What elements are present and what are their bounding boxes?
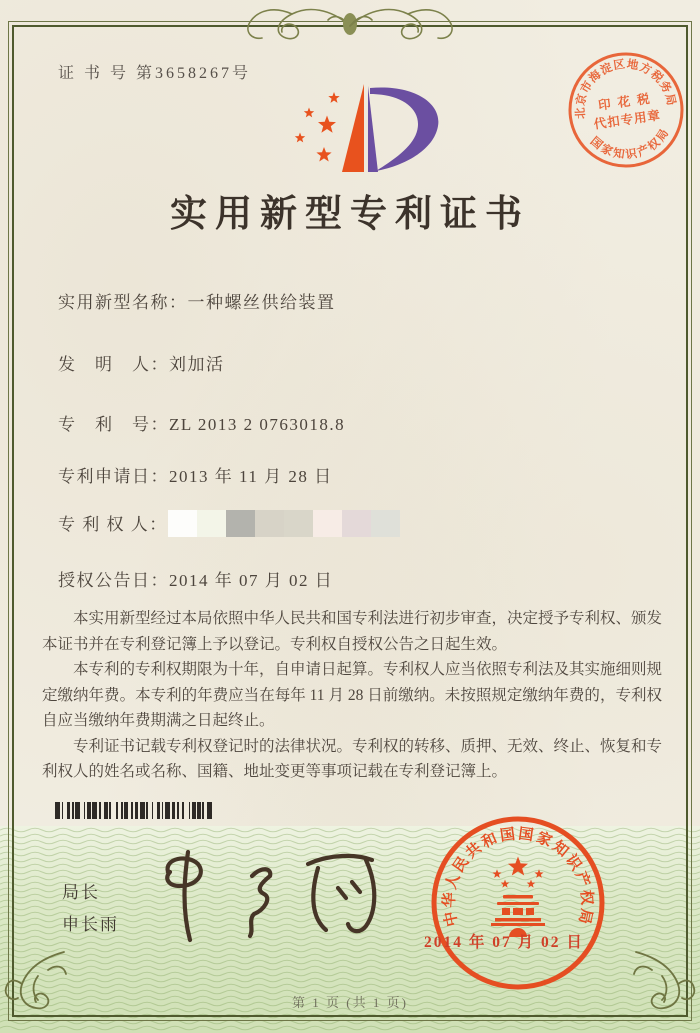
field-label: 实用新型名称： (58, 293, 188, 312)
seal-date: 2014 年 07 月 02 日 (424, 934, 584, 951)
field-label: 授权公告日： (58, 571, 169, 590)
field-row-filing-date (58, 462, 333, 487)
tax-stamp-arc-bottom: 国家知识产权局 (587, 125, 673, 162)
field-value: 2013 年 11 月 28 日 (169, 467, 333, 486)
svg-text:北京市海淀区地方税务局 (567, 50, 678, 120)
page-footer: 第 1 页 (共 1 页) (292, 995, 408, 1010)
field-label: 专 利 号： (58, 415, 169, 434)
national-emblem (491, 857, 545, 938)
paragraph-term-fees: 本专利的专利权期限为十年，自申请日起算。专利权人应当依照专利法及其实施细则规定缴纳年费。本专利的年费应当在每年 11 月 28 日前缴纳。未按照规定缴纳年费的，专利权自应当缴纳年费期满之日起终止。 (42, 661, 663, 729)
field-row-patent-number (58, 410, 345, 435)
logo-triangle (342, 84, 364, 172)
director-title: 局长 (62, 883, 100, 902)
tax-stamp-arc-top: 北京市海淀区地方税务局 (574, 58, 678, 120)
logo-star (316, 147, 331, 162)
field-value: 一种螺丝供给装置 (187, 293, 336, 312)
field-row-patentee (58, 510, 400, 537)
legal-text (42, 606, 662, 785)
director-name: 申长雨 (62, 915, 119, 934)
logo-p-bowl (370, 87, 438, 171)
field-row-grant-date (58, 566, 333, 591)
field-label: 专利申请日： (58, 467, 169, 486)
tax-stamp-line1: 印 花 税 (597, 91, 653, 113)
seal-arc-text: 中华人民共和国国家知识产权局 (441, 826, 595, 928)
cnipa-seal (425, 810, 611, 996)
logo-star (318, 116, 336, 133)
certificate-number: 证 书 号 第3658267号 (58, 65, 252, 82)
field-label: 专 利 权 人： (58, 515, 168, 534)
logo-star (328, 92, 339, 103)
paragraph-grant: 本实用新型经过本局依照中华人民共和国专利法进行初步审查，决定授予专利权、颁发本证书并在专利登记簿上予以登记。专利权自授权公告之日起生效。 (42, 610, 663, 653)
field-value: ZL 2013 2 0763018.8 (169, 415, 346, 434)
field-value: 2014 年 07 月 02 日 (169, 571, 334, 590)
patentee-redaction (168, 510, 400, 537)
field-row-inventor (58, 350, 225, 375)
field-label: 发 明 人： (58, 355, 169, 374)
tax-stamp (549, 33, 700, 187)
director-signature (140, 846, 400, 946)
barcode (55, 802, 257, 819)
field-row-name (58, 288, 336, 313)
logo-star (295, 133, 305, 143)
top-flourish-ornament (230, 0, 470, 46)
logo-star (304, 108, 314, 118)
cnipa-logo (280, 82, 450, 174)
tax-stamp-line2: 代扣专用章 (592, 108, 662, 132)
paragraph-register: 专利证书记载专利权登记时的法律状况。专利权的转移、质押、无效、终止、恢复和专利权人的姓名或名称、国籍、地址变更等事项记载在专利登记簿上。 (42, 737, 663, 780)
field-value: 刘加活 (169, 355, 225, 374)
certificate-title: 实用新型专利证书 (170, 194, 530, 235)
